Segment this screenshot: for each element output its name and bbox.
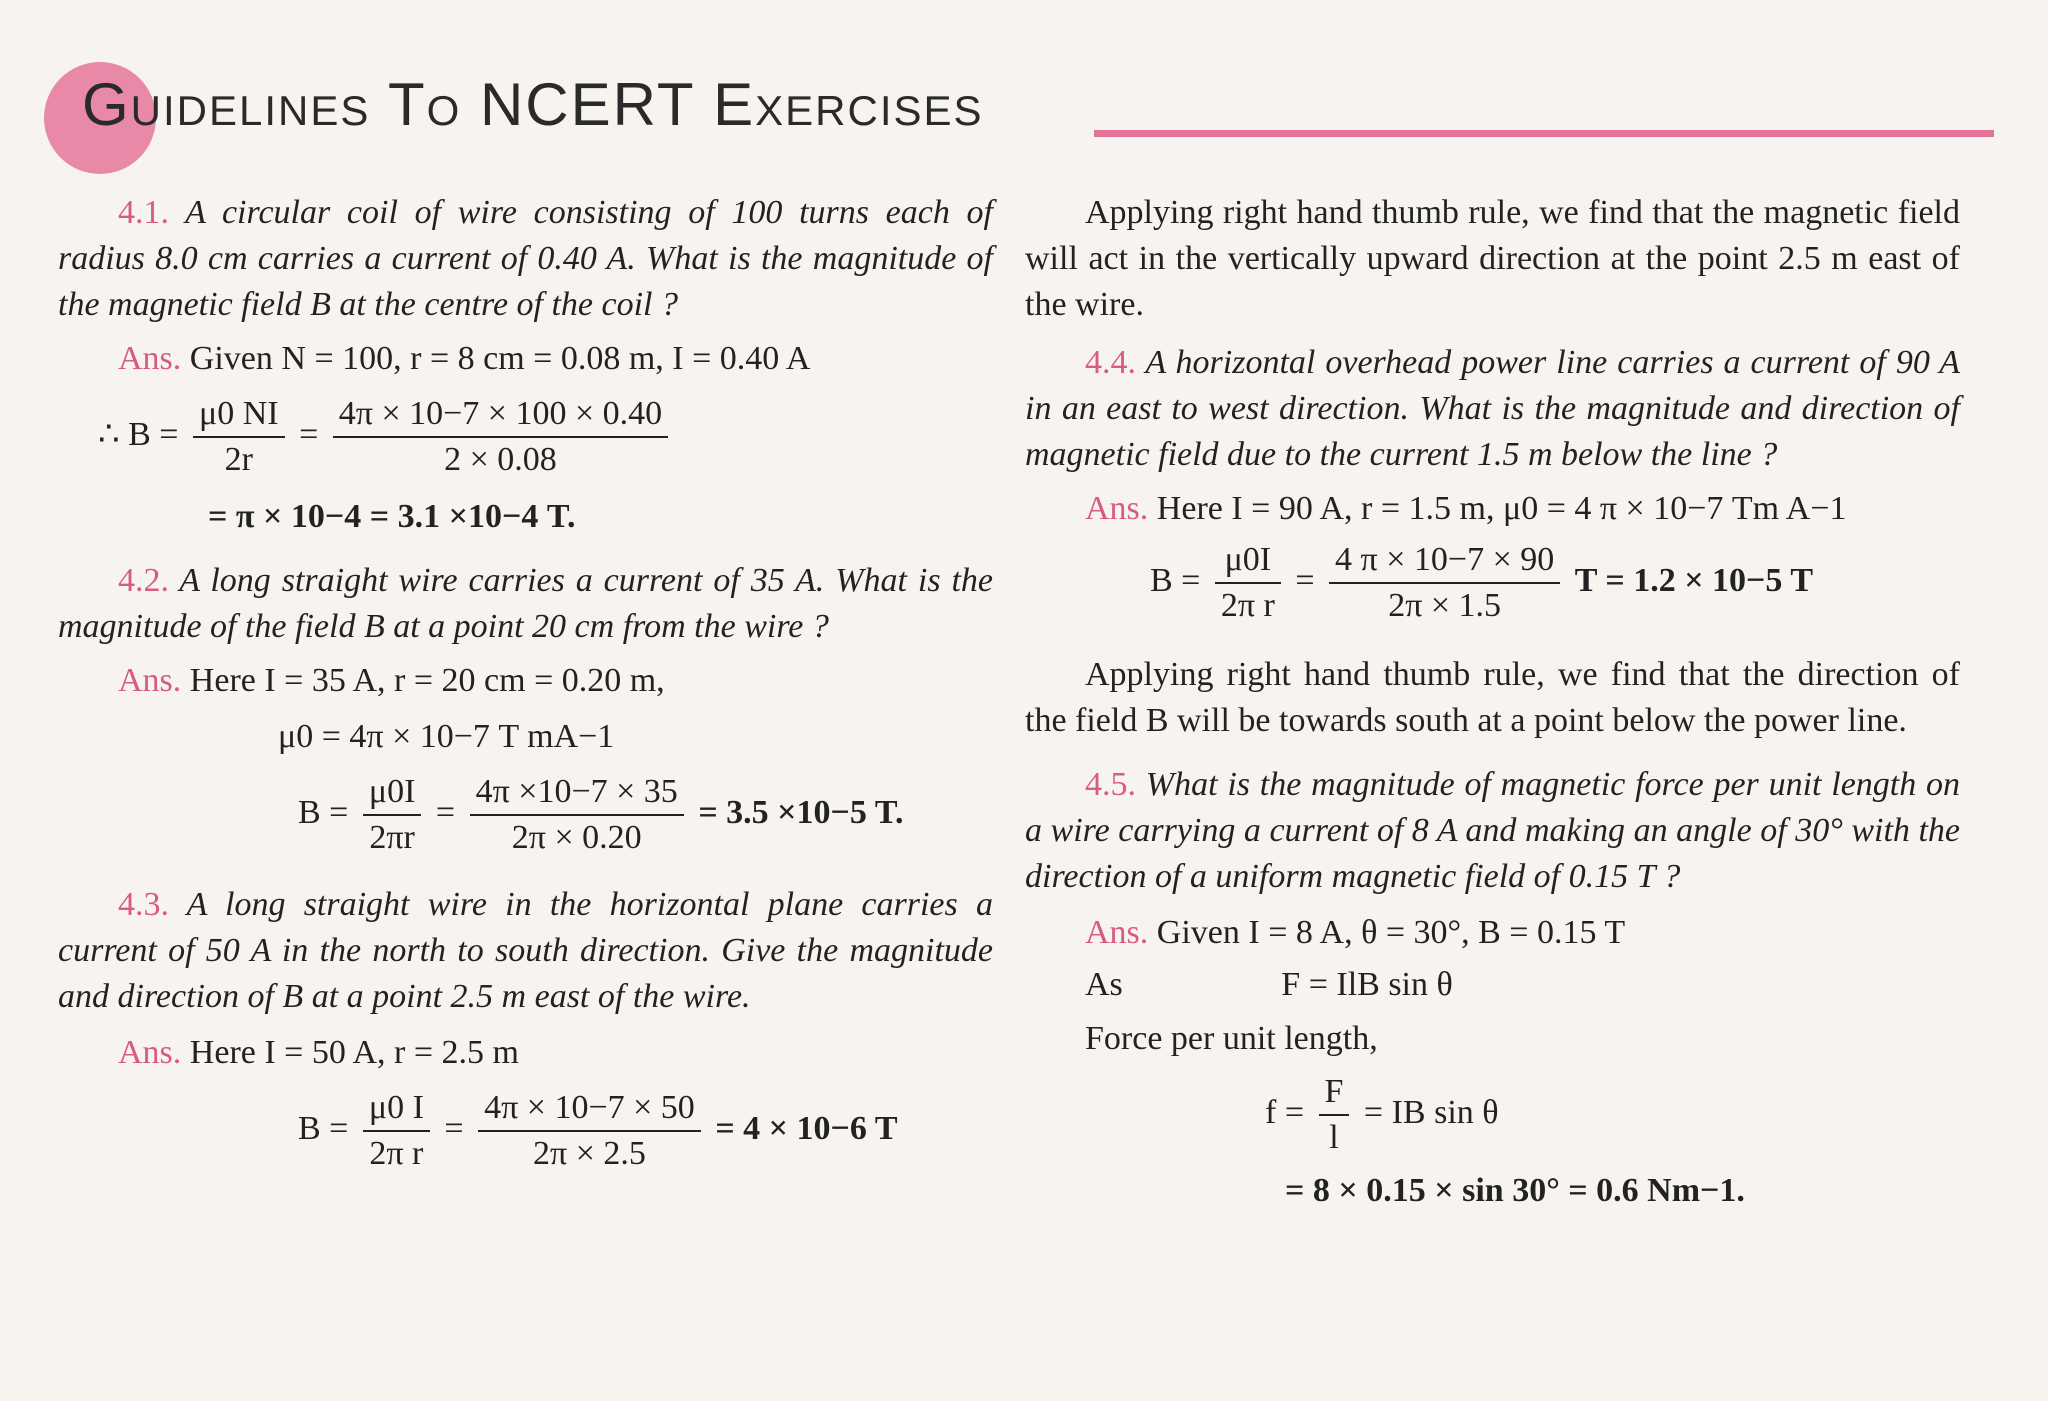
fraction: [1329, 538, 1560, 628]
fraction-denominator: 2 × 0.08: [444, 441, 557, 478]
question-number: 4.5.: [1085, 766, 1136, 803]
question-4-2: [58, 558, 993, 650]
question-number: 4.2.: [118, 562, 169, 599]
equation-4-3: B = $\frac{\mu 0 I}{\text{2π r}}$ = $\frac{4\pi \times 10-7 \times 50}{2\pi \times 2.5}$ = 4 × 10−6 T: [58, 1086, 993, 1176]
fraction-numerator: 4π ×10−7 × 35: [470, 770, 684, 816]
header-rule: [1094, 130, 1994, 137]
fraction: [478, 1086, 701, 1176]
answer-given: Given N = 100, r = 8 cm = 0.08 m, I = 0.40 A: [189, 340, 811, 377]
question-number: 4.3.: [118, 886, 169, 923]
question-text: A circular coil of wire consisting of 100 turns each of radius 8.0 cm carries a current of 0.40 A. What is the magnitude of the magnetic field B at the centre of the coil ?: [58, 194, 994, 323]
answer-label: Ans.: [1085, 490, 1149, 527]
as-label: As: [1085, 966, 1123, 1003]
right-column: [1025, 190, 1960, 1220]
equation-4-2-b: B = $\frac{\mu 0I}{2\pi r}$ = $\frac{4\pi \times 10-7 \times 35}{2\pi \times 0.20}$ = 3.5 ×10−5 T.: [58, 770, 993, 860]
answer-label: Ans.: [1085, 914, 1149, 951]
answer-label: Ans.: [118, 1034, 182, 1071]
answer-4-1-given: [58, 336, 993, 382]
question-text: What is the magnitude of magnetic force per unit length on a wire carrying a current of 8 A and making an angle of 30° with the direction of a uniform magnetic field of 0.15 T ?: [1025, 766, 1961, 895]
equation-lhs: B =: [298, 793, 349, 831]
fraction-denominator: 2r: [224, 441, 253, 478]
answer-given: Here I = 50 A, r = 2.5 m: [189, 1034, 519, 1071]
question-number: 4.1.: [118, 194, 169, 231]
question-text: A long straight wire carries a current of 35 A. What is the magnitude of the field B at a point 20 cm from the wire ?: [58, 562, 993, 645]
fraction-denominator: 2π × 2.5: [533, 1135, 646, 1172]
answer-label: Ans.: [118, 662, 182, 699]
answer-4-3-given: [58, 1030, 993, 1076]
question-4-1: [58, 190, 993, 328]
fraction-denominator: 2π r: [369, 1135, 424, 1172]
answer-given: Here I = 90 A, r = 1.5 m, μ0 = 4 π × 10−7 Tm A−1: [1156, 490, 1847, 527]
equation-result: T = 1.2 × 10−5 T: [1574, 561, 1813, 599]
answer-given: Here I = 35 A, r = 20 cm = 0.20 m,: [189, 662, 665, 699]
fraction-numerator: 4π × 10−7 × 50: [478, 1086, 701, 1132]
fraction-numerator: μ0 NI: [193, 392, 285, 438]
answer-4-4-given: [1025, 486, 1960, 532]
question-4-5: [1025, 762, 1960, 900]
fraction-denominator: 2π × 1.5: [1388, 587, 1502, 624]
fraction-numerator: 4π × 10−7 × 100 × 0.40: [333, 392, 668, 438]
equation-4-1-a: ∴ B = $\frac{\mu 0 NI}{2r}$ = $\frac{4\pi \times 10-7 \times 100 \times 0.40}{2 \times 0.08}$: [58, 392, 993, 482]
section-header: [44, 40, 2004, 160]
question-4-3: [58, 882, 993, 1020]
equation-result: = 3.5 ×10−5 T.: [698, 793, 904, 831]
fraction: [470, 770, 684, 860]
equation-result: = 4 × 10−6 T: [715, 1109, 898, 1147]
fraction-numerator: 4 π × 10−7 × 90: [1329, 538, 1560, 584]
question-text: A horizontal overhead power line carries a current of 90 A in an east to west direction. What is the magnitude and direction of magnetic field due to the current 1.5 m below the line ?: [1025, 344, 1960, 473]
fraction-numerator: μ0I: [363, 770, 422, 816]
equation-4-1-b: = π × 10−4 = 3.1 ×10−4 T.: [208, 498, 576, 535]
question-number: 4.4.: [1085, 344, 1136, 381]
answer-given: Given I = 8 A, θ = 30°, B = 0.15 T: [1156, 914, 1626, 951]
force-equation: F = IlB sin θ: [1281, 966, 1453, 1003]
paragraph-4-3-conclusion: Applying right hand thumb rule, we find that the magnetic field will act in the vertically upward direction at the point 2.5 m east of the wire.: [1025, 194, 1960, 323]
equation-lhs: B =: [298, 1109, 349, 1147]
fraction-numerator: F: [1319, 1070, 1350, 1116]
fraction-denominator: l: [1329, 1119, 1339, 1156]
equation-rhs: = IB sin θ: [1363, 1093, 1499, 1131]
fraction: [363, 770, 422, 860]
answer-4-5-force-label: Force per unit length,: [1085, 1020, 1378, 1057]
section-title: Guidelines To NCERT Exercises: [82, 71, 984, 138]
equation-lhs: f =: [1265, 1093, 1304, 1131]
fraction: [1319, 1070, 1350, 1160]
answer-label: Ans.: [118, 340, 182, 377]
equation-4-5-a: [1025, 1070, 1960, 1160]
answer-4-5-as: [1025, 962, 1960, 1008]
equation-4-5-final: = 8 × 0.15 × sin 30° = 0.6 Nm−1.: [1285, 1172, 1745, 1209]
fraction: [333, 392, 668, 482]
paragraph-4-4-conclusion: Applying right hand thumb rule, we find that the direction of the field B will be towards south at a point below the power line.: [1025, 656, 1960, 739]
fraction-numerator: μ0I: [1215, 538, 1281, 584]
fraction-denominator: 2π r: [1220, 587, 1275, 624]
question-4-4: [1025, 340, 1960, 478]
question-text: A long straight wire in the horizontal plane carries a current of 50 A in the north to south direction. Give the magnitude and direction of B at a point 2.5 m east of the wire.: [58, 886, 993, 1015]
fraction: [1215, 538, 1281, 628]
fraction: [363, 1086, 430, 1176]
fraction: [193, 392, 285, 482]
equation-4-4: B = $\frac{\mu 0I}{\text{2π r}}$ = $\frac{4 \pi \times 10-7 \times 90}{2\pi \times 1.5}$ T = 1.2 × 10−5 T: [1025, 538, 1960, 628]
fraction-numerator: μ0 I: [363, 1086, 430, 1132]
equation-lhs: ∴ B =: [98, 415, 179, 453]
fraction-denominator: 2πr: [369, 819, 415, 856]
left-column: [58, 190, 993, 1182]
answer-4-2-given: [58, 658, 993, 704]
fraction-denominator: 2π × 0.20: [511, 819, 642, 856]
equation-4-2-mu: μ0 = 4π × 10−7 T mA−1: [278, 718, 615, 755]
answer-4-5-given: [1025, 910, 1960, 956]
equation-lhs: B =: [1150, 561, 1201, 599]
